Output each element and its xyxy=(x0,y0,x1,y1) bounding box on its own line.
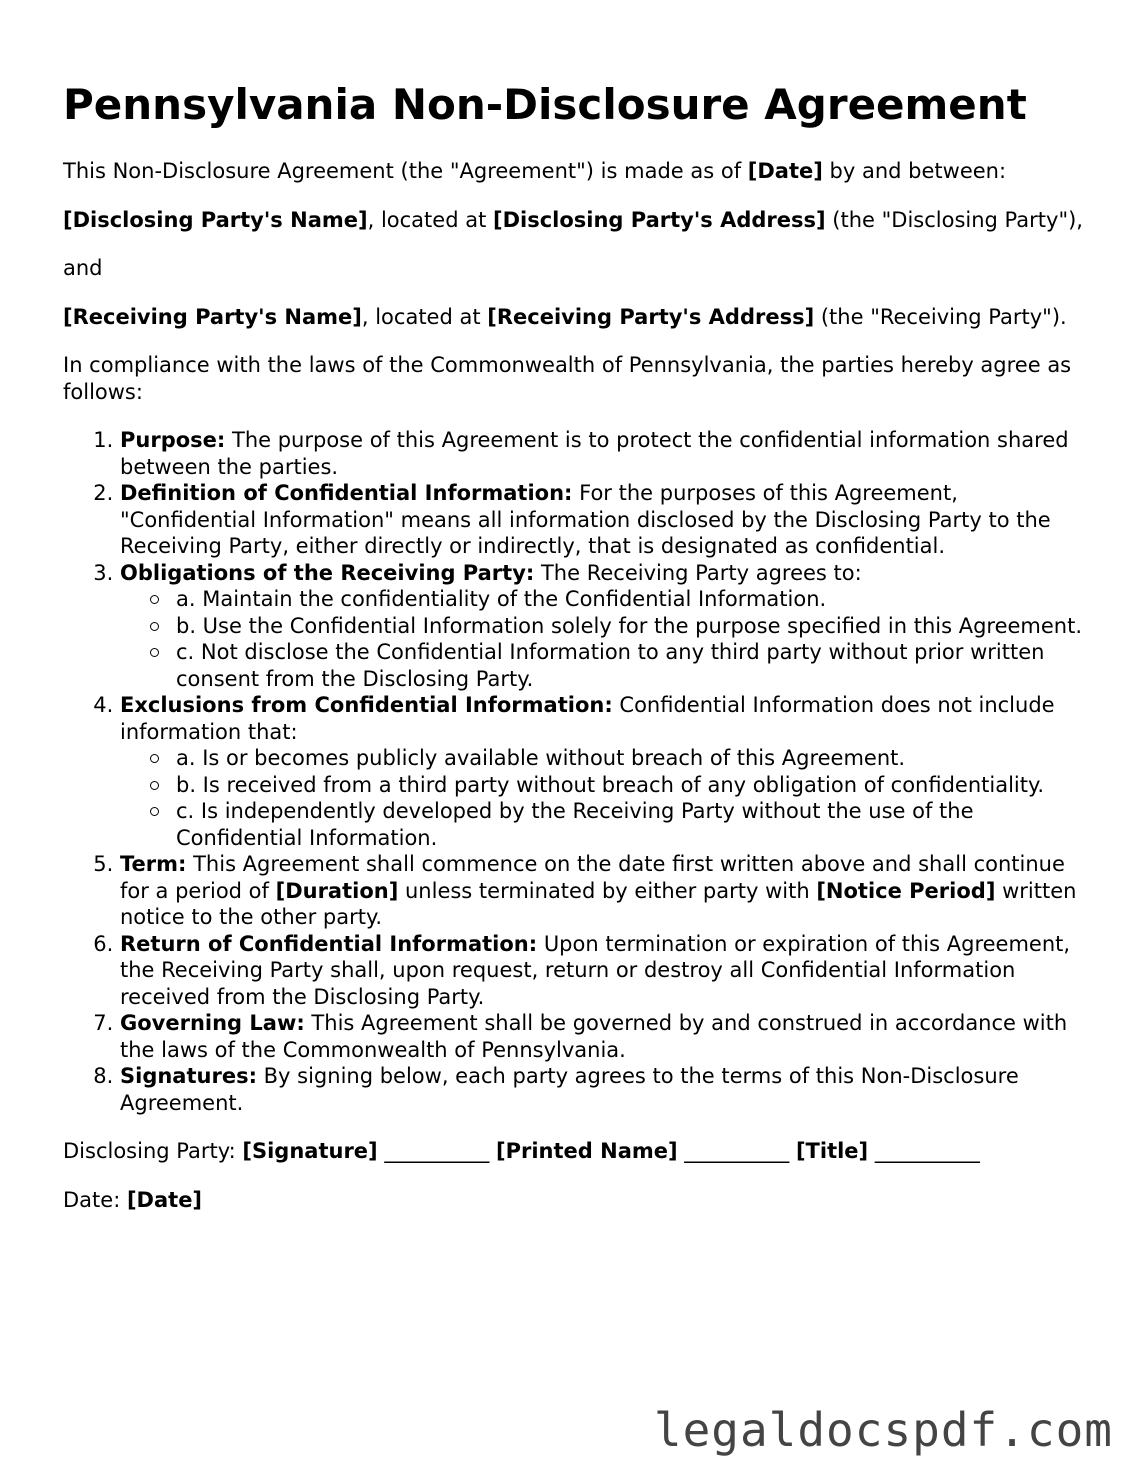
clause-text: The Receiving Party agrees to: xyxy=(534,560,862,585)
title-placeholder: [Title] xyxy=(795,1139,869,1163)
sub-list-item: a. Is or becomes publicly available without breach of this Agreement. xyxy=(176,745,1093,772)
intro-text: This Non-Disclosure Agreement (the "Agreement") is made as of xyxy=(63,159,748,183)
date-line xyxy=(63,1187,1093,1214)
sub-list-item: b. Is received from a third party without breach of any obligation of confidentiality. xyxy=(176,772,1093,799)
clause-text: unless terminated by either party with xyxy=(398,878,817,903)
clause-text: This Agreement shall be governed by and construed in accordance with the laws of the Commonwealth of Pennsylvania. xyxy=(120,1011,1068,1062)
clause-item xyxy=(120,1063,1093,1116)
clause-item xyxy=(120,931,1093,1011)
intro-paragraph xyxy=(63,158,1093,185)
receiving-address-placeholder: [Receiving Party's Address] xyxy=(487,304,815,329)
receiving-party-paragraph xyxy=(63,304,1093,331)
signature-placeholder: [Signature] xyxy=(242,1139,378,1163)
signature-line xyxy=(63,1138,1093,1165)
clause-title: Governing Law: xyxy=(120,1011,305,1035)
receiving-located-text: , located at xyxy=(361,304,488,329)
clause-item xyxy=(120,480,1093,560)
clause-text: This Agreement shall commence on the date first written above and shall continue for a period of xyxy=(120,852,1065,903)
clause-text: Confidential Information does not include information that: xyxy=(120,693,1055,744)
clause-item xyxy=(120,1010,1093,1063)
clause-text: For the purposes of this Agreement, "Confidential Information" means all information disclosed by the Disclosing Party to the Receiving Party, either directly or indirectly, that is designated as confidential. xyxy=(120,481,1051,558)
clause-text: The purpose of this Agreement is to protect the confidential information shared between the parties. xyxy=(120,428,1069,479)
disclosing-name-placeholder: [Disclosing Party's Name] xyxy=(63,207,368,232)
compliance-paragraph: In compliance with the laws of the Commonwealth of Pennsylvania, the parties hereby agree as follows: xyxy=(63,353,1072,404)
printed-name-blank: __________ xyxy=(677,1139,796,1163)
clauses-list xyxy=(63,427,1093,1116)
printed-name-placeholder: [Printed Name] xyxy=(496,1139,678,1163)
document-title: Pennsylvania Non-Disclosure Agreement xyxy=(63,80,1027,129)
clause-item xyxy=(120,427,1093,480)
date-label: Date: xyxy=(63,1187,127,1212)
document-page xyxy=(63,78,1093,1235)
disclosing-role-text: (the "Disclosing Party"), xyxy=(825,207,1083,232)
signature-label: Disclosing Party: xyxy=(63,1139,243,1163)
disclosing-located-text: , located at xyxy=(367,207,493,232)
clause-text: written notice to the other party. xyxy=(120,878,1077,929)
duration-placeholder: [Duration] xyxy=(275,878,399,903)
clause-item xyxy=(120,851,1093,931)
clause-item xyxy=(120,692,1093,851)
receiving-name-placeholder: [Receiving Party's Name] xyxy=(63,304,362,329)
sub-list-item: c. Is independently developed by the Receiving Party without the use of the Confidential Information. xyxy=(176,798,1093,851)
clause-text: Upon termination or expiration of this Agreement, the Receiving Party shall, upon request, return or destroy all Confidential Information received from the Disclosing Party. xyxy=(120,931,1071,1009)
clause-title: Signatures: xyxy=(120,1064,257,1088)
receiving-role-text: (the "Receiving Party"). xyxy=(814,304,1067,329)
clause-text: By signing below, each party agrees to the terms of this Non-Disclosure Agreement. xyxy=(120,1064,1019,1115)
clause-item xyxy=(120,560,1093,693)
agreement-date-placeholder: [Date] xyxy=(747,159,823,183)
intro-text-end: by and between: xyxy=(822,159,1007,183)
sub-list-item: a. Maintain the confidentiality of the Confidential Information. xyxy=(176,586,1093,613)
date-placeholder: [Date] xyxy=(126,1187,203,1212)
clause-title: Purpose: xyxy=(120,428,226,452)
sub-list xyxy=(120,586,1093,692)
clause-title: Exclusions from Confidential Information: xyxy=(120,693,613,717)
notice-period-placeholder: [Notice Period] xyxy=(816,878,996,903)
watermark: legaldocspdf.com xyxy=(653,1403,1113,1457)
sub-list-item: b. Use the Confidential Information solely for the purpose specified in this Agreement. xyxy=(176,613,1093,640)
title-blank: __________ xyxy=(868,1139,980,1163)
clause-title: Obligations of the Receiving Party: xyxy=(120,560,535,585)
sub-list xyxy=(120,745,1093,851)
sub-list-item: c. Not disclose the Confidential Information to any third party without prior written consent from the Disclosing Party. xyxy=(176,639,1093,692)
clause-title: Return of Confidential Information: xyxy=(120,931,538,956)
clause-title: Definition of Confidential Information: xyxy=(120,481,573,505)
and-paragraph: and xyxy=(63,256,103,280)
signature-blank: __________ xyxy=(377,1139,496,1163)
disclosing-party-paragraph xyxy=(63,207,1093,234)
disclosing-address-placeholder: [Disclosing Party's Address] xyxy=(492,207,826,232)
clause-title: Term: xyxy=(120,852,187,876)
